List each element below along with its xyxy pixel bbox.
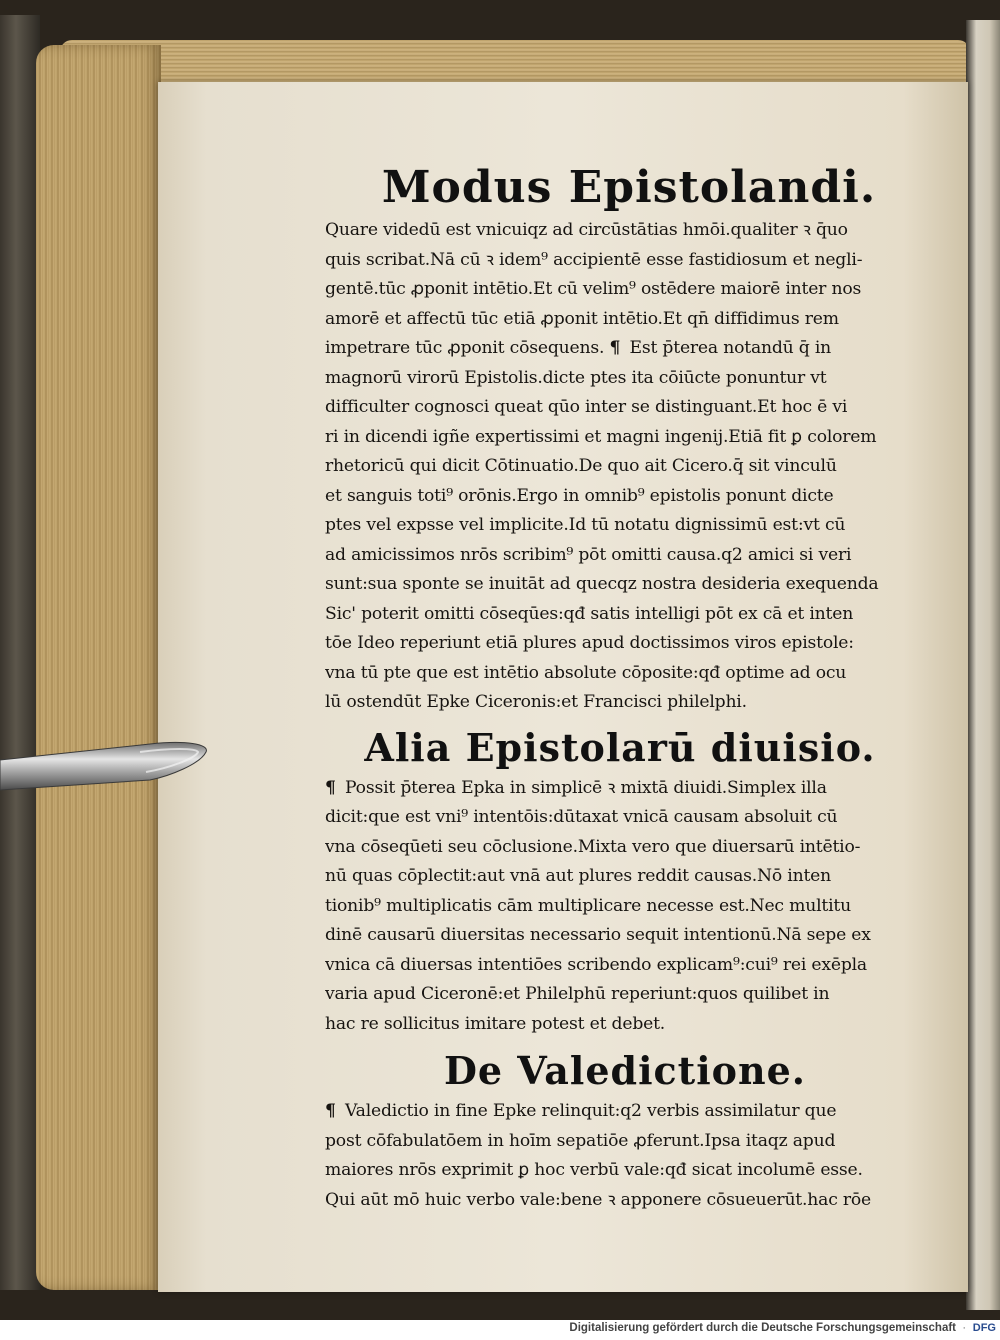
text-line: gentē.tūc ꝓponit intētio.Et cū velim⁹ ostēdere maiorē inter nos bbox=[325, 279, 862, 299]
pilcrow-icon: ¶ bbox=[325, 777, 336, 798]
page-text bbox=[325, 160, 915, 1215]
pointer-stick bbox=[0, 738, 210, 794]
text-line bbox=[325, 334, 915, 364]
text-line: post cōfabulatōem in hoīm sepatiōe ꝓferunt.Ipsa itaqz apud bbox=[325, 1130, 836, 1151]
text-line: rhetoricū qui dicit Cōtinuatio.De quo ait Cicero.q̄ sit vinculū bbox=[325, 456, 837, 476]
text-line: dicit:que est vni⁹ intentōis:dūtaxat vnicā causam absoluit cū bbox=[325, 807, 838, 827]
text-line: vna tū pte que est intētio absolute cōposite:qđ optime ad ocu bbox=[325, 662, 847, 683]
section-modus-body bbox=[325, 216, 915, 718]
text-line: tōe Ideo reperiunt etiā plures apud doctissimos viros epistole: bbox=[325, 633, 854, 653]
text-line-content: Valedictio in fine Epke relinquit:q2 verbis assimilatur que bbox=[345, 1101, 837, 1121]
text-line-end: Est p̄terea notandū q̄ in bbox=[629, 338, 832, 358]
text-line: Sic' poterit omitti cōseqūes:qđ satis intelligi pōt ex cā et inten bbox=[325, 603, 854, 624]
text-line: hac re sollicitus imitare potest et debet. bbox=[325, 1013, 666, 1034]
dfg-logo-icon: DFG bbox=[972, 1322, 996, 1334]
text-line: Quare videdū est vnicuiqz ad circūstātias hmōi.qualiter ꝛ q̄uo bbox=[325, 220, 848, 240]
text-line: quis scribat.Nā cū ꝛ idem⁹ accipientē esse fastidiosum et negli- bbox=[325, 249, 863, 270]
text-line: ri in dicendi igñe expertissimi et magni ingenij.Etiā fit ꝑ colorem bbox=[325, 426, 877, 447]
digitization-footer bbox=[0, 1320, 1000, 1340]
text-line: varia apud Ciceronē:et Philelphū reperiunt:quos quilibet in bbox=[325, 984, 830, 1004]
funding-credit: Digitalisierung gefördert durch die Deutsche Forschungsgemeinschaft bbox=[569, 1322, 956, 1334]
text-line-start: impetrare tūc ꝓponit cōsequens. bbox=[325, 338, 605, 358]
pilcrow-icon: ¶ bbox=[609, 338, 621, 358]
text-line: maiores nrōs exprimit ꝑ hoc verbū vale:qđ sicat incolumē esse. bbox=[325, 1160, 863, 1180]
facing-page-edge bbox=[966, 20, 1000, 1310]
section-vale-body bbox=[325, 1097, 915, 1215]
heading-de-valedictione: De Valedictione. bbox=[443, 1048, 807, 1093]
heading-modus-epistolandi: Modus Epistolandi. bbox=[381, 162, 877, 213]
text-line: Qui aūt mō huic verbo vale:bene ꝛ apponere cōsueuerūt.hac rōe bbox=[325, 1189, 872, 1210]
text-line: ad amicissimos nrōs scribim⁹ pōt omitti causa.q2 amici si veri bbox=[325, 544, 852, 565]
text-line: sunt:sua sponte se inuitāt ad quecqz nostra desideria exequenda bbox=[325, 574, 879, 594]
book-cover-left bbox=[0, 15, 40, 1290]
text-line: magnorū virorū Epistolis.dicte ptes ita cōiūcte ponuntur vt bbox=[325, 367, 827, 388]
text-line: vnica cā diuersas intentiōes scribendo explicam⁹:cui⁹ rei exēpla bbox=[325, 954, 867, 975]
text-line: ptes vel expsse vel implicite.Id tū notatu dignissimū est:vt cū bbox=[325, 515, 846, 535]
pilcrow-icon: ¶ bbox=[325, 1101, 336, 1121]
footer-separator: · bbox=[962, 1322, 966, 1334]
text-line: difficulter cognosci queat qūo inter se distinguant.Et hoc ē vi bbox=[325, 397, 848, 417]
text-line: lū ostendūt Epke Ciceronis:et Francisci philelphi. bbox=[325, 692, 747, 712]
page-edges-top bbox=[60, 40, 970, 88]
page-edges-left bbox=[36, 45, 161, 1290]
text-line: tionib⁹ multiplicatis cām multiplicare necesse est.Nec multitu bbox=[325, 895, 851, 916]
section-alia-body bbox=[325, 774, 915, 1040]
text-line: et sanguis toti⁹ orōnis.Ergo in omnib⁹ epistolis ponunt dicte bbox=[325, 485, 834, 506]
text-line: dinē causarū diuersitas necessario sequit intentionū.Nā sepe ex bbox=[325, 925, 871, 945]
text-line: vna cōseqūeti seu cōclusione.Mixta vero que diuersarū intētio- bbox=[325, 836, 861, 857]
text-line: amorē et affectū tūc etiā ꝓponit intētio.Et qn̄ diffidimus rem bbox=[325, 308, 839, 329]
text-line-content: Possit p̄terea Epka in simplicē ꝛ mixtā diuidi.Simplex illa bbox=[345, 777, 827, 798]
text-line: nū quas cōplectit:aut vnā aut plures reddit causas.Nō inten bbox=[325, 866, 831, 886]
text-line bbox=[325, 774, 915, 804]
text-line bbox=[325, 1097, 915, 1127]
heading-alia-epistolarum-divisio: Alia Epistolarū diuisio. bbox=[364, 724, 876, 770]
